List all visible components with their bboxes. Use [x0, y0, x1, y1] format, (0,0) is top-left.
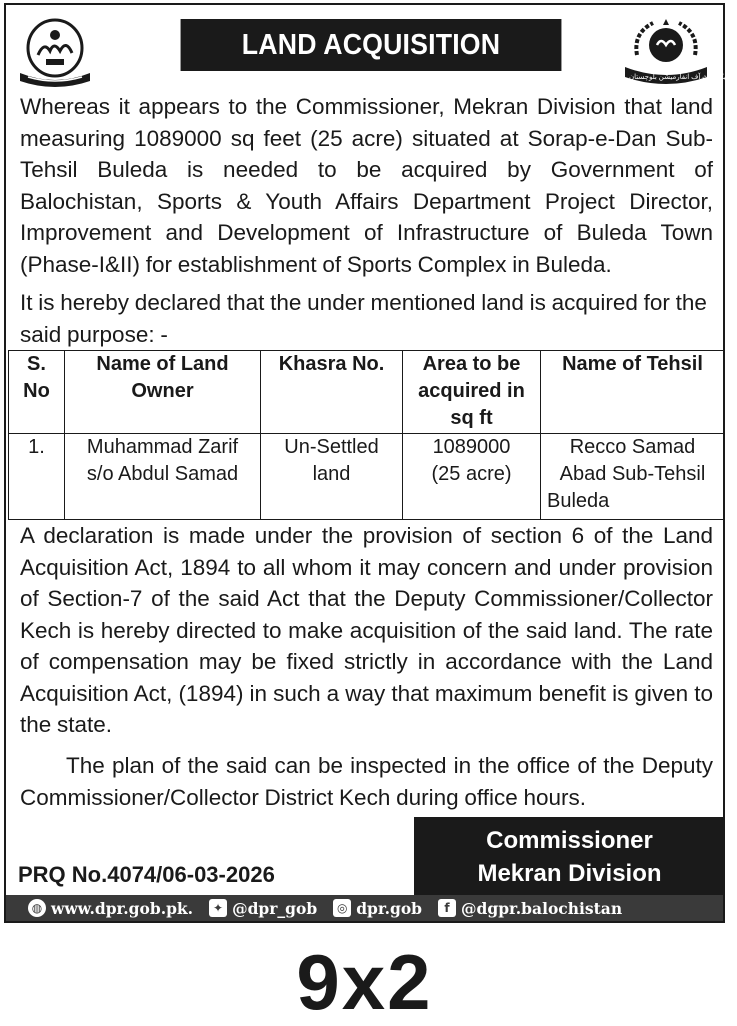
land-table: [8, 350, 725, 520]
globe-icon: ◍: [28, 899, 46, 917]
dgpr-emblem-caption: ڈائریکٹوریٹ آف انفارمیشن بلوچستان: [629, 74, 737, 81]
twitter-icon: ✦: [209, 899, 227, 917]
cell-khasra: Un-Settled land: [261, 434, 403, 520]
header-tehsil: Name of Tehsil: [541, 351, 725, 434]
balochistan-emblem-icon: [16, 15, 94, 89]
cell-area-acre: (25 acre): [431, 463, 512, 485]
intro-paragraph: Whereas it appears to the Commissioner, Mekran Division that land measuring 1089000 sq feet (25 acre) situated at Sorap-e-Dan Sub-Tehsil Buleda is needed to be acquired by Government of Balochistan, Sports & Youth Affairs Department Project Director, Improvement and Development of Infrastructure of Buleda Town (Phase-I&II) for establishment of Sports Complex in Buleda.: [20, 94, 713, 277]
advertisement: [4, 3, 737, 923]
header-owner: Name of Land Owner: [65, 351, 261, 434]
dgpr-emblem-icon: [619, 15, 737, 89]
ad-title: LAND ACQUISITION: [181, 19, 562, 71]
footer-instagram[interactable]: [333, 899, 422, 918]
provision-paragraph: A declaration is made under the provision of section 6 of the Land Acquisition Act, 1894 to all whom it may concern and under provision of Section-7 of the said Act that the Deputy Commissioner/Collector Kech is hereby directed to make acquisition of the said land. The rate of compensation may be fixed strictly in accordance with the Land Acquisition Act, (1894) in such a way that maximum benefit is given to the state.: [20, 523, 713, 737]
table-row: [9, 434, 725, 520]
header-khasra: Khasra No.: [261, 351, 403, 434]
plan-paragraph: The plan of the said can be inspected in the office of the Deputy Commissioner/Collector District Kech during office hours.: [20, 753, 713, 810]
instagram-text: dpr.gob: [356, 898, 423, 918]
declaration-paragraph: It is hereby declared that the under mentioned land is acquired for the said purpose: -: [20, 290, 707, 347]
facebook-icon: f: [438, 899, 456, 917]
cell-sno: 1.: [9, 434, 65, 520]
cell-owner: Muhammad Zarif s/o Abdul Samad: [65, 434, 261, 520]
header-sno: S. No: [9, 351, 65, 434]
signature-title: Commissioner: [486, 827, 653, 854]
signature-division: Mekran Division: [477, 860, 662, 887]
instagram-icon: ◎: [333, 899, 351, 917]
footer-website[interactable]: [28, 899, 193, 918]
cell-area: [403, 434, 541, 520]
footer-twitter[interactable]: [209, 899, 317, 918]
cell-tehsil: Recco Samad Abad Sub-Tehsil Buleda: [541, 434, 725, 520]
ad-size-label: 9x2: [296, 938, 433, 1026]
prq-number: PRQ No.4074/06-03-2026: [18, 862, 275, 887]
facebook-text: @dgpr.balochistan: [461, 898, 623, 918]
table-header-row: [9, 351, 725, 434]
website-text: www.dpr.gob.pk.: [51, 898, 194, 918]
footer-bar: [6, 895, 723, 921]
twitter-text: @dpr_gob: [232, 898, 318, 918]
header-area: Area to be acquired in sq ft: [403, 351, 541, 434]
footer-facebook[interactable]: [438, 899, 622, 918]
signature-block: [414, 817, 725, 897]
cell-area-sqft: 1089000: [432, 436, 511, 458]
